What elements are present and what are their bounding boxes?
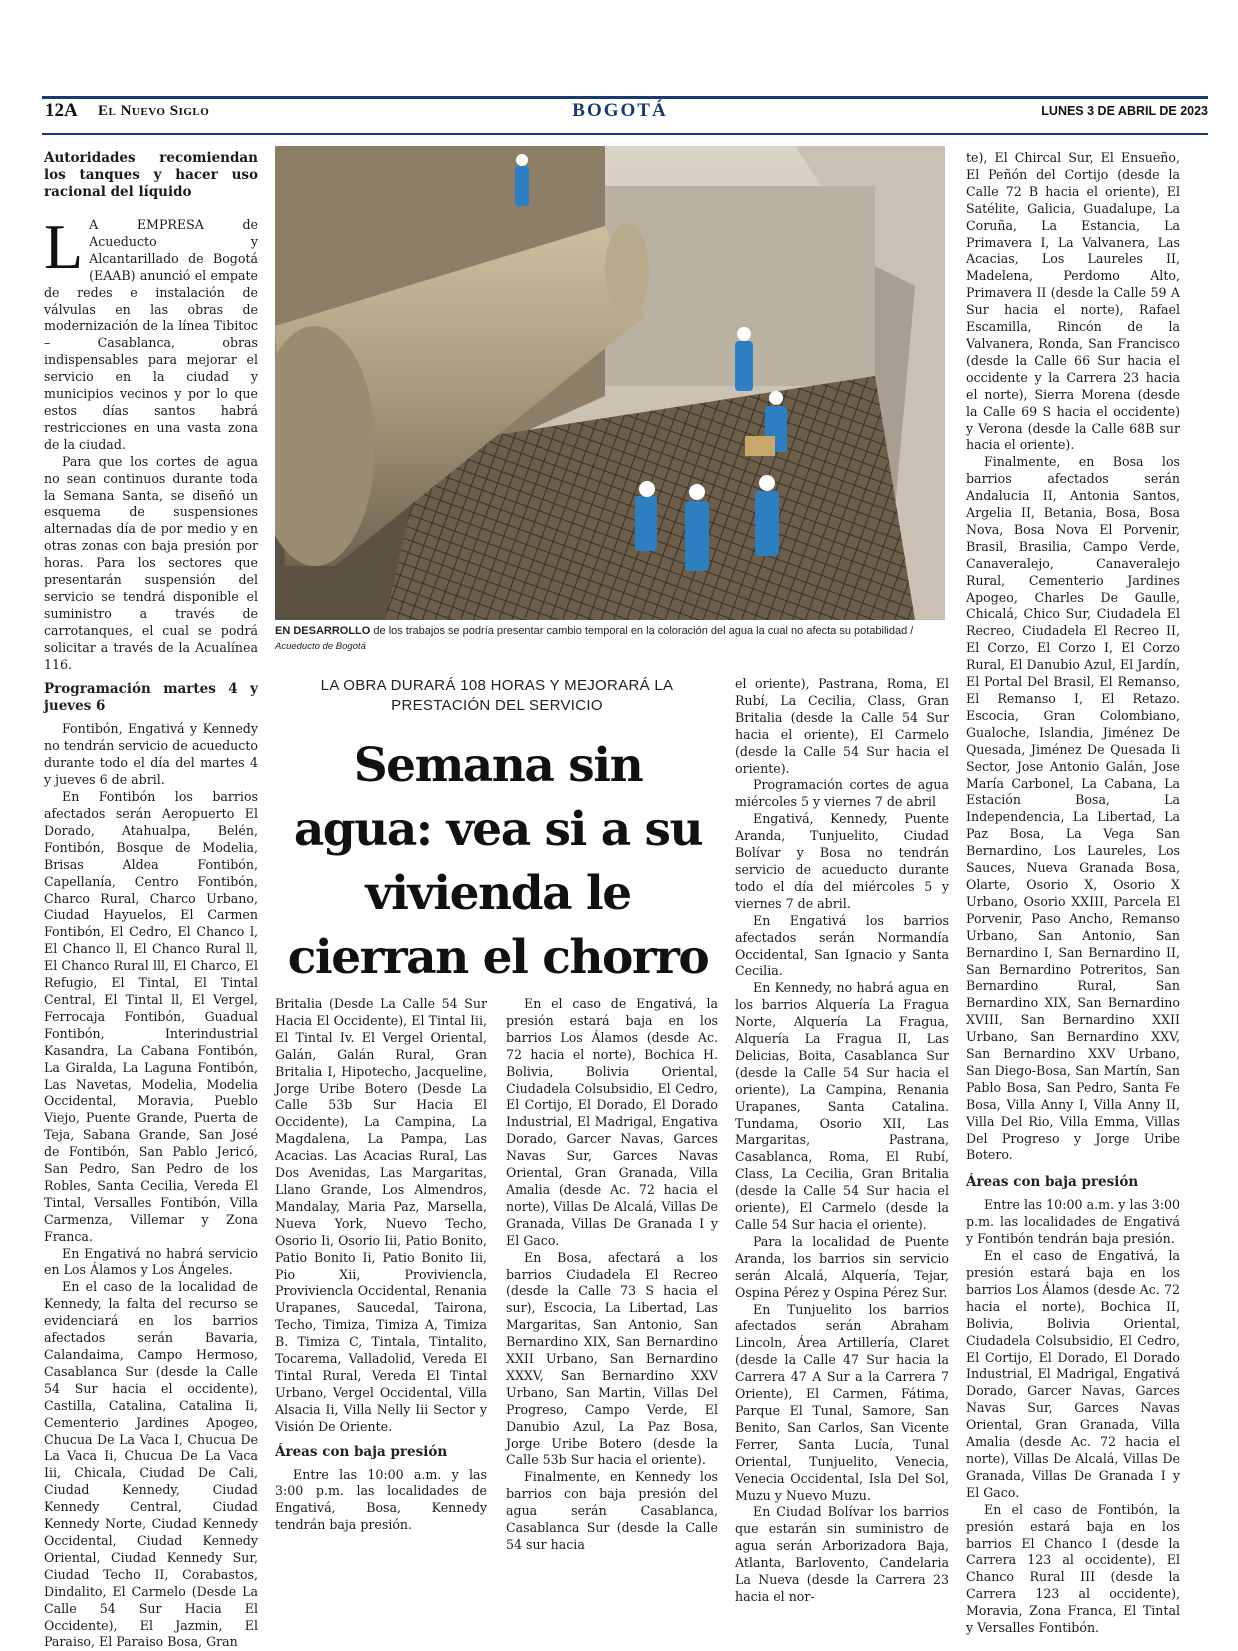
paragraph: En el caso de la localidad de Kennedy, la falta del recurso se evidenciará en los barrios afectados serán Bavaria, Calandaima, Campo Hermoso, Casablanca Sur (desde la Calle 54 Sur hacia el occidente), Castilla, Catalina, Catalina Ii, Cementerio Jardines Apogeo, Chucua De La Vaca I, Chucua De La Vaca Ii, Chucua De La Vaca Iii, Chicala, Ciudad De Cali, Ciudad Kennedy, Ciudad Kennedy Central, Ciudad Kennedy Norte, Ciudad Kennedy Occidental, Ciudad Kennedy Oriental, Ciudad Kennedy Sur, Ciudad Techo II, Corabastos, Dindalito, El Carmelo (Desde La Calle 54 Sur Hacia El Occidente), El Jazmin, El Paraiso, El Paraiso Bosa, Gran bbox=[44, 1279, 258, 1650]
column-3 bbox=[506, 996, 718, 1554]
issue-date: LUNES 3 DE ABRIL DE 2023 bbox=[1041, 104, 1208, 118]
photo-credit: Acueducto de Bogotá bbox=[275, 641, 366, 652]
paragraph: En Bosa, afectará a los barrios Ciudadela El Recreo (desde la Calle 73 S hacia el sur), Escocia, La Libertad, Las Margaritas, San Antonio, San Bernardino XIX, San Bernardino XXII Urbano, San Bernardino XXXV, San Bernardino XXV Urbano, San Martin, Villas Del Progreso, Campo Verde, El Danubio Azul, La Paz Bosa, Jorge Uribe Botero (desde la Calle 53b Sur hacia el oriente). bbox=[506, 1249, 718, 1468]
article-kicker: LA OBRA DURARÁ 108 HORAS Y MEJORARÁ LA PRESTACIÓN DEL SERVICIO bbox=[320, 677, 674, 714]
paragraph: Engativá, Kennedy, Puente Aranda, Tunjuelito, Ciudad Bolívar y Bosa no tendrán servicio de acueducto durante todo el día del miércoles 5 y viernes 7 de abril. bbox=[735, 811, 949, 911]
paragraph: Britalia (Desde La Calle 54 Sur Hacia El Occidente), El Tintal Iii, El Tintal Iv. El Vergel Oriental, Galán, Galán Rural, Gran Britalia I, Hipotecho, Jacqueline, Jorge Uribe Botero (Desde La Calle 53b Sur Hacia El Occidente), La Campina, La Magdalena, La Pampa, Las Acacias. Las Acacias Rural, Las Dos Avenidas, Las Margaritas, Llano Grande, Los Almendros, Mandalay, Maria Paz, Marsella, Nueva York, Nuevo Techo, Osorio Ii, Osorio Iii, Patio Bonito, Patio Bonito Ii, Patio Bonito Iii, Pio Xii, Proviviencla, Proviviencla Occidental, Renania Urapanes, Saucedal, Tairona, Techo, Timiza, Timiza A, Timiza B. Timiza C, Tintala, Tintalito, Tocarema, Valladolid, Vereda El Tintal Rural, Vereda El Tintal Urbano, Vergel Occidental, Villa Alsacia Ii, Villa Nelly Iii Sector y Visión De Oriente. bbox=[275, 996, 487, 1434]
column-2 bbox=[275, 996, 487, 1534]
construction-photo bbox=[275, 146, 945, 620]
page-number: 12A bbox=[45, 100, 78, 121]
paragraph: Para la localidad de Puente Aranda, los barrios sin servicio serán Alcalá, Alquería, Tejar, Ospina Pérez y Ospina Pérez Sur. bbox=[735, 1233, 949, 1300]
section-title: BOGOTÁ bbox=[572, 100, 668, 121]
drop-cap: L bbox=[44, 211, 84, 282]
paragraph: Finalmente, en Bosa los barrios afectados serán Andalucia II, Antonia Santos, Argelia II, Betania, Bosa, Bosa Nova, Bosa Nova El Porvenir, Brasil, Brasilia, Campo Verde, Canaveralejo, Canaveralejo Rural, Cementerio Jardines Apogeo, Charles De Gaulle, Chicalá, Chico Sur, Ciudadela El Recreo, Ciudadela El Recreo II, El Corzo, El Corzo I, El Corzo Rural, El Danubio Azul, El Jardín, El Portal Del Brasil, El Remanso, El Remanso I, El Retazo. Escocia, Gran Colombiano, Gualoche, Islandia, Jiménez De Quesada, Jiménez De Quesada Ii Sector, Jose Antonio Galán, Jose María Carbonel, La Cabana, La Estación Bosa, La Independencia, La Libertad, La Paz Bosa, La Vega San Bernardino, Los Laureles, Los Sauces, Nueva Granada Bosa, Olarte, Osorio X, Osorio X Urbano, Osorio XXIII, Parcela El Porvenir, Paso Ancho, Remanso Urbano, San Antonio, San Bernardino I, San Bernardino II, San Bernardino Potreritos, San Bernardino Rural, San Bernardino XIX, San Bernardino XVIII, San Bernardino XXII Urbano, San Bernardino XXV, San Bernardino XXV Urbano, San Diego-Bosa, San Martín, San Pablo Bosa, San Pedro, Santa Fe Bosa, Villa Anny I, Villa Anny II, Villa Del Rio, Villa Emma, Villas Del Progreso y Jorge Uribe Botero. bbox=[966, 454, 1180, 1163]
paragraph: En Engativá no habrá servicio en Los Álamos y Los Ángeles. bbox=[44, 1245, 258, 1278]
subhead-programacion: Programación martes 4 y jueves 6 bbox=[44, 681, 258, 715]
subhead-baja-presion: Áreas con baja presión bbox=[966, 1174, 1139, 1191]
paragraph: En Tunjuelito los barrios afectados serán Abraham Lincoln, Área Artillería, Claret (desde la Calle 47 Sur hacia la Carrera 47 A Sur a la Carrera 7 Oriente), El Carmen, Fátima, Parque El Tunal, Samore, San Benito, San Carlos, San Vicente Ferrer, Santa Lucía, Tunal Oriental, Tunjuelito, Venecia, Venecia Occidental, Isla Del Sol, Muzu y Nuevo Muzu. bbox=[735, 1301, 949, 1503]
paragraph: te), El Chircal Sur, El Ensueño, El Peñón del Cortijo (desde la Calle 72 B hacia el oriente), El Satélite, Galicia, Guadalupe, La Coruña, La Estancia, La Primavera I, La Valvanera, Las Acacias, Los Laureles II, Madelena, Perdomo Alto, Primavera II (desde la Calle 59 A Sur hacia el norte), Rafael Escamilla, Rincón de la Valvanera, Ronda, San Francisco (desde la Calle 66 Sur hacia el occidente y la Carrera 23 hacia el norte), Sierra Morena (desde la Calle 69 S hacia el occidente) y Verona (desde la Calle 68B sur hacia el oriente). bbox=[966, 150, 1180, 453]
lead-title: Autoridades recomiendan los tanques y hacer uso racional del líquido bbox=[44, 150, 258, 200]
paragraph: Entre las 10:00 a.m. y las 3:00 p.m. las localidades de Engativá, Bosa, Kennedy tendrán baja presión. bbox=[275, 1466, 487, 1533]
column-5 bbox=[966, 150, 1180, 1637]
paragraph: Entre las 10:00 a.m. y las 3:00 p.m. las localidades de Engativá y Fontibón tendrán baja presión. bbox=[966, 1197, 1180, 1247]
paragraph: En el caso de Fontibón, la presión estará baja en los barrios El Chanco I (desde la Carrera 123 al occidente), El Chanco Rural III (desde la Carrera 123 al occidente), Moravia, Zona Franca, El Tintal y Versalles Fontibón. bbox=[966, 1501, 1180, 1636]
newspaper-brand: El Nuevo Siglo bbox=[98, 103, 210, 119]
photo-caption: EN DESARROLLO de los trabajos se podría presentar cambio temporal en la coloración del agua la cual no afecta su potabilidad / Acueducto de Bogotá bbox=[275, 625, 914, 652]
paragraph: En Ciudad Bolívar los barrios que estarán sin suministro de agua serán Arborizadora Baja, Atlanta, Barlovento, Candelaria La Nueva (desde la Carrera 23 hacia el nor- bbox=[735, 1504, 949, 1604]
column-4 bbox=[735, 676, 949, 1606]
paragraph: el oriente), Pastrana, Roma, El Rubí, La Cecilia, Class, Gran Britalia (desde la Calle 54 Sur hacia el oriente), El Carmelo (desde la Calle 54 Sur hacia el oriente). bbox=[735, 676, 949, 776]
column-1 bbox=[44, 150, 258, 1651]
article-headline: Semana sin agua: vea si a su vivienda le cierran el chorro bbox=[287, 738, 709, 985]
paragraph: En el caso de Engativá, la presión estará baja en los barrios Los Álamos (desde Ac. 72 hacia el norte), Bochica II, Bolivia, Bolivia Oriental, Ciudadela Colsubsidio, El Cedro, El Cortijo, El Dorado, El Dorado Industrial, El Madrigal, Engativá Dorado, Garcer Navas, Garces Navas Sur, Garces Navas Oriental, Gran Granada, Villa Amalia (desde Ac. 72 hacia el norte), Villas De Alcalá, Villas De Granada, Villas De Granada I y El Gaco. bbox=[966, 1248, 1180, 1500]
paragraph: Programación cortes de agua miércoles 5 y viernes 7 de abril bbox=[735, 777, 949, 810]
paragraph: Fontibón, Engativá y Kennedy no tendrán servicio de acueducto durante todo el día del martes 4 y jueves 6 de abril. bbox=[44, 721, 258, 788]
paragraph: En Fontibón los barrios afectados serán Aeropuerto El Dorado, Atahualpa, Belén, Fontibón, Bosque de Modelia, Brisas Aldea Fontibón, Capellanía, Centro Fontibón, Charco Rural, Charco Urbano, Ciudad Hayuelos, El Carmen Fontibón, El Cedro, El Chanco l, El Chanco ll, El Chanco Rural ll, El Chanco Rural lll, El Charco, El Refugio, El Tintal, El Tintal Central, El Tintal ll, El Vergel, Ferrocaja Fontibón, Guadual Fontibón, Interindustrial Kasandra, La Cabana Fontibón, La Giralda, La Laguna Fontibón, Las Navetas, Modelia, Modelia Occidental, Moravia, Pueblo Viejo, Puente Grande, Puerta de Teja, Sabana Grande, San José de Fontibón, San Pablo Jericó, San Pedro, San Pedro de los Robles, Santa Cecilia, Vereda El Tintal, Versalles Fontibón, Villa Carmenza, Villemar y Zona Franca. bbox=[44, 789, 258, 1244]
paragraph: Para que los cortes de agua no sean continuos durante toda la Semana Santa, se diseñó un esquema de suspensiones alternadas día de por medio y en otras zonas con baja presión por horas. Para los sectores que presentarán suspensión del servicio se tendrá disponible el suministro a través de carrotanques, el cual se podrá solicitar a través de la Acualínea 116. bbox=[44, 453, 258, 672]
paragraph: En Kennedy, no habrá agua en los barrios Alquería La Fragua Norte, Alquería La Fragua, Alquería La Fragua II, Las Delicias, Boita, Casablanca Sur (desde la Calle 54 Sur hacia el oriente), La Campina, Renania Urapanes, Santa Catalina. Tundama, Osorio XII, Las Margaritas, Pastrana, Casablanca, Roma, El Rubí, Class, La Cecilia, Gran Britalia (desde la Calle 54 Sur hacia el oriente), El Carmelo (desde la Calle 54 Sur hacia el oriente). bbox=[735, 980, 949, 1232]
paragraph: En el caso de Engativá, la presión estará baja en los barrios Los Álamos (desde Ac. 72 hacia el norte), Bochica H. Bolivia, Bolivia Oriental, Ciudadela Colsubsidio, El Cedro, El Cortijo, El Dorado, El Dorado Industrial, El Madrigal, Engativa Dorado, Garcer Navas, Garces Navas Sur, Garces Navas Oriental, Gran Granada, Villa Amalia (desde Ac. 72 hacia el norte), Villas De Alcalá, Villas De Granada, Villas De Granada I y El Gaco. bbox=[506, 996, 718, 1248]
subhead-baja-presion: Áreas con baja presión bbox=[275, 1443, 448, 1460]
lead-paragraph: L A EMPRESA de Acueducto y Alcantarillado de Bogotá (EAAB) anunció el empate de redes e instalación de válvulas en las obras de modernización de la línea Tibitoc – Casablanca, obras indispensables para mejorar el servicio en la ciudad y municipios vecinos y por lo que estos días santos habrá restricciones en una vasta zona de la ciudad. bbox=[44, 211, 258, 452]
paragraph: Finalmente, en Kennedy los barrios con baja presión del agua serán Casablanca, Casablanca Sur (desde la Calle 54 sur hacia bbox=[506, 1469, 718, 1552]
paragraph: En Engativá los barrios afectados serán Normandía Occidental, San Ignacio y Santa Cecilia. bbox=[735, 912, 949, 979]
